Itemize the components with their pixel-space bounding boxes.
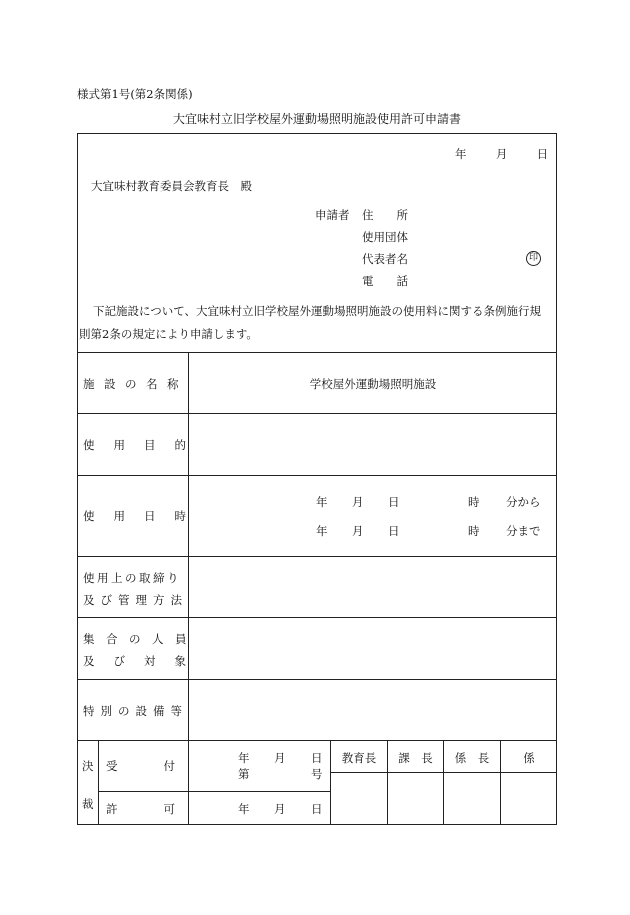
form-frame [77,133,557,825]
from-month: 月 [352,495,364,509]
to-hour: 時 [468,524,480,538]
applicant-group-label: 使用団体 [362,230,408,244]
date-month-label: 月 [495,147,508,161]
from-day: 日 [388,495,400,509]
applicant-address-label: 住 所 [362,208,408,222]
row-label: 及び管理方法 [83,593,188,607]
statement-line-2: 則第2条の規定により申請します。 [79,327,258,341]
divider [77,475,557,476]
permit-day: 日 [311,802,323,816]
label-column-divider [188,352,189,740]
divider [330,772,557,773]
row-label: 使用日時 [83,509,205,523]
to-year: 年 [316,524,328,538]
equipment-label [83,703,188,719]
management-label-1 [83,570,181,586]
purpose-label [83,437,205,453]
receipt-month: 月 [274,751,286,765]
row-label: 使用上の取締り [83,571,181,585]
facility-name-label [83,376,188,392]
divider [77,413,557,414]
from-minute: 分から [506,495,541,509]
receipt-number-suffix: 号 [311,767,323,781]
receipt-number-prefix: 第 [238,767,250,781]
from-hour: 時 [468,495,480,509]
form-title: 大宜味村立旧学校屋外運動場照明施設使用許可申請書 [172,112,461,126]
divider [77,556,557,557]
permit-year: 年 [238,802,250,816]
decision-label-bottom: 裁 [82,797,94,811]
divider [98,791,330,792]
approver-staff: 係 [523,751,535,765]
permit-month: 月 [274,802,286,816]
facility-name-value: 学校屋外運動場照明施設 [309,377,437,391]
addressee: 大宜味村教育委員会教育長 殿 [91,179,252,193]
date-year-label: 年 [455,147,467,161]
row-label: 特別の設備等 [83,704,188,718]
application-date [455,146,548,162]
attendees-label-1 [83,631,198,647]
divider [98,740,99,825]
form-number: 様式第1号(第2条関係) [77,87,193,101]
receipt-label: 受 付 [106,759,175,773]
datetime-label [83,508,205,524]
divider [77,679,557,680]
to-month: 月 [352,524,364,538]
approver-superintendent: 教育長 [341,751,377,765]
approver-subsection-chief: 係 長 [454,751,490,765]
row-label: 及び対象 [83,654,205,668]
to-minute: 分まで [506,524,541,538]
from-year: 年 [316,495,328,509]
divider [188,740,189,825]
row-label: 施設の名称 [83,377,188,391]
decision-label-top: 決 [82,759,94,773]
attendees-label-2 [83,653,205,669]
to-day: 日 [388,524,400,538]
receipt-year: 年 [238,751,250,765]
divider [77,352,557,353]
applicant-label: 申請者 [315,208,350,222]
seal-mark: 印 [526,251,541,266]
divider [77,617,557,618]
approver-section-chief: 課 長 [398,751,433,765]
applicant-representative-label: 代表者名 [362,252,408,266]
row-label: 集合の人員 [83,632,198,646]
applicant-phone-label: 電 話 [362,274,408,288]
receipt-day: 日 [311,751,323,765]
management-label-2 [83,592,188,608]
permit-label: 許 可 [106,802,175,816]
row-label: 使用目的 [83,438,205,452]
statement-line-1: 下記施設について、大宜味村立旧学校屋外運動場照明施設の使用料に関する条例施行規 [93,304,542,318]
date-day-label: 日 [536,147,549,161]
divider [77,740,557,741]
